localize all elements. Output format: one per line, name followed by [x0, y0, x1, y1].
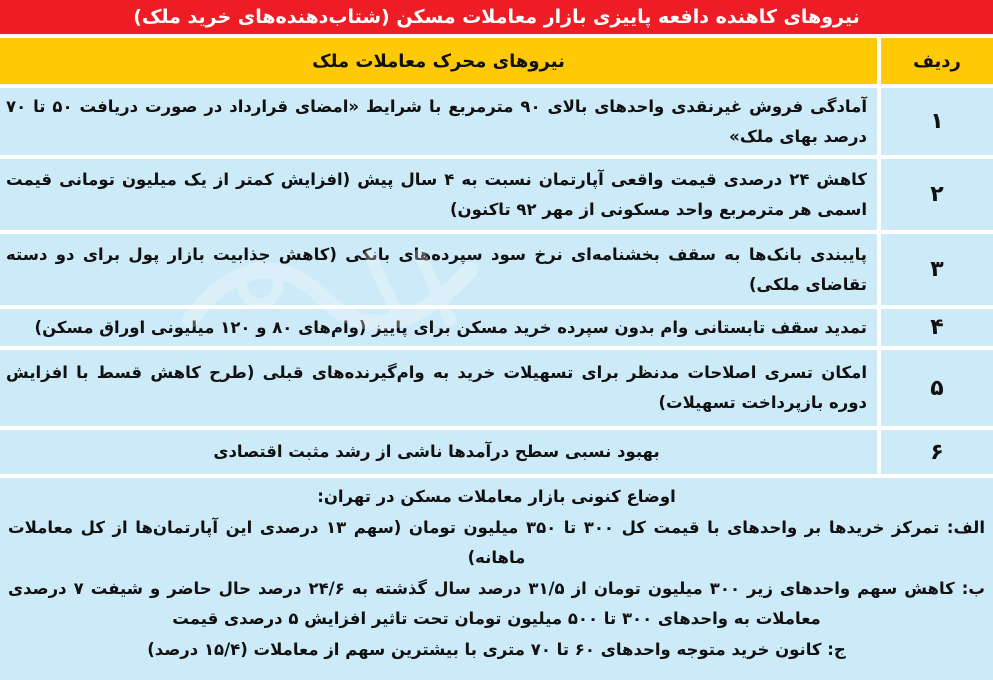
row-description: امکان تسری اصلاحات مدنظر برای تسهیلات خرید به وام‌گیرنده‌های قبلی (طرح کاهش قسط با افزایش دوره بازپرداخت تسهیلات)	[0, 350, 877, 426]
table-row	[0, 159, 993, 230]
market-status-item: ب: کاهش سهم واحدهای زیر ۳۰۰ میلیون تومان از ۳۱/۵ درصد سال گذشته به ۲۴/۶ درصد حال حاضر و شیفت ۷ درصدی معاملات به واحدهای ۳۰۰ تا ۵۰۰ میلیون تومان تحت تاثیر افزایش ۵ درصدی قیمت	[8, 578, 985, 628]
table-row	[0, 309, 993, 346]
table-row	[0, 234, 993, 305]
table-title: نیروهای کاهنده دافعه پاییزی بازار معاملات مسکن (شتاب‌دهنده‌های خرید ملک)	[0, 0, 993, 34]
table-row	[0, 88, 993, 155]
table-row	[0, 430, 993, 474]
market-status-item: الف: تمرکز خریدها بر واحدهای با قیمت کل ۳۰۰ تا ۳۵۰ میلیون تومان (سهم ۱۳ درصدی این آپارتمان‌ها از کل معاملات ماهانه)	[8, 517, 985, 567]
row-number: ۵	[881, 350, 993, 426]
row-description: تمدید سقف تابستانی وام بدون سپرده خرید مسکن برای پاییز (وام‌های ۸۰ و ۱۲۰ میلیونی اوراق مسکن)	[0, 309, 877, 346]
row-number: ۲	[881, 159, 993, 230]
table-header	[0, 38, 993, 84]
row-description: پایبندی بانک‌ها به سقف بخشنامه‌ای نرخ سود سپرده‌های بانکی (کاهش جذابیت بازار پول برای دو دسته تقاضای ملکی)	[0, 234, 877, 305]
row-number: ۴	[881, 309, 993, 346]
row-description: بهبود نسبی سطح درآمدها ناشی از رشد مثبت اقتصادی	[0, 430, 877, 474]
row-number: ۶	[881, 430, 993, 474]
row-description: آمادگی فروش غیرنقدی واحدهای بالای ۹۰ مترمربع با شرایط «امضای قرارداد در صورت دریافت ۵۰ تا ۷۰ درصد بهای ملک»	[0, 88, 877, 155]
row-description: کاهش ۲۴ درصدی قیمت واقعی آپارتمان نسبت به ۴ سال پیش (افزایش کمتر از یک میلیون تومانی قیمت اسمی هر مترمربع واحد مسکونی از مهر ۹۲ تاکنون)	[0, 159, 877, 230]
header-description: نیروهای محرک معاملات ملک	[0, 38, 877, 84]
market-status-title: اوضاع کنونی بازار معاملات مسکن در تهران:	[317, 487, 676, 506]
row-number: ۱	[881, 88, 993, 155]
market-status-item: ج: کانون خرید متوجه واحدهای ۶۰ تا ۷۰ متری با بیشترین سهم از معاملات (۱۵/۴ درصد)	[147, 639, 846, 659]
market-status-box	[0, 478, 993, 680]
row-number: ۳	[881, 234, 993, 305]
table-row	[0, 350, 993, 426]
header-number: ردیف	[881, 38, 993, 84]
